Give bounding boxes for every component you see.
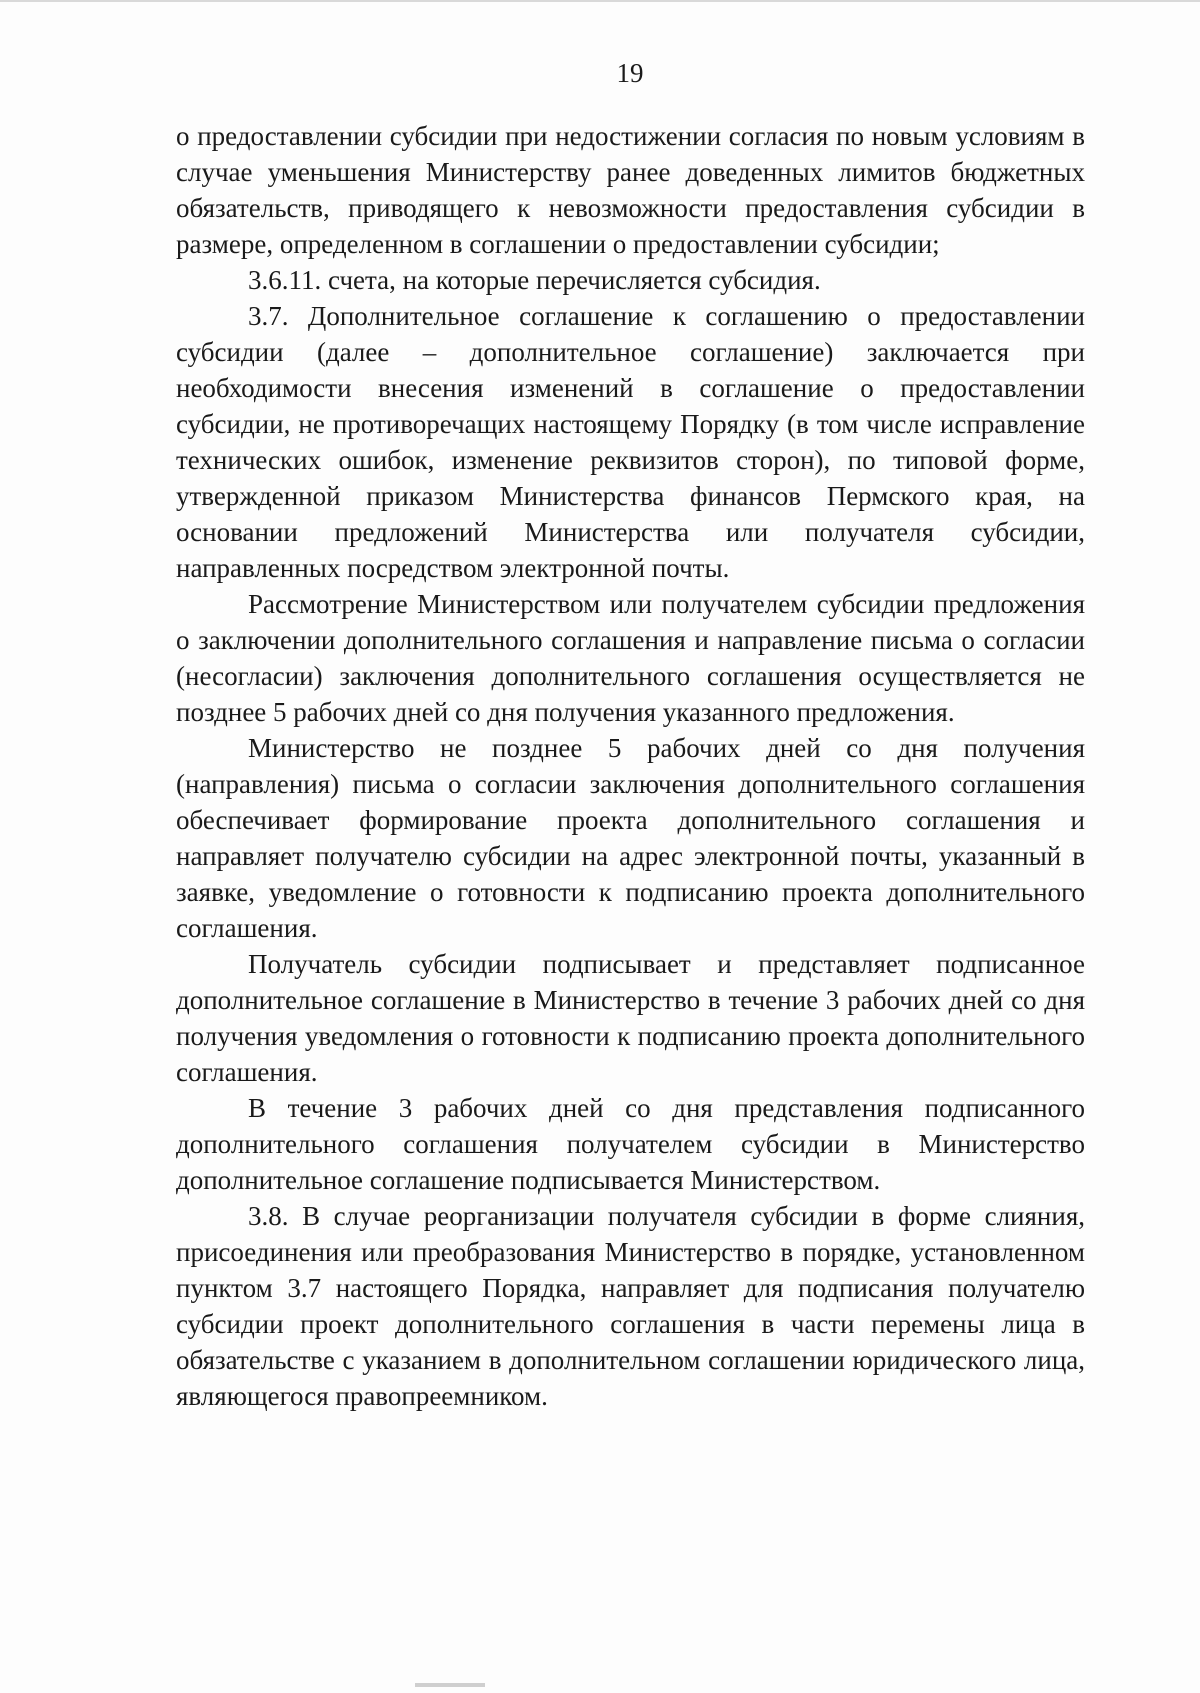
paragraph: Рассмотрение Министерством или получателем субсидии предложения о заключении дополнительного соглашения и направление письма о согласии (несогласии) заключения дополнительного соглашения осуществляется не позднее 5 рабочих дней со дня получения указанного предложения.	[176, 589, 1085, 727]
paragraph: В течение 3 рабочих дней со дня представления подписанного дополнительного соглашения получателем субсидии в Министерство дополнительное соглашение подписывается Министерством.	[176, 1093, 1085, 1195]
paragraph: о предоставлении субсидии при недостижении согласия по новым условиям в случае уменьшения Министерству ранее доведенных лимитов бюджетных обязательств, приводящего к невозможности предоставления субсидии в размере, определенном в соглашении о предоставлении субсидии;	[176, 121, 1085, 259]
paragraph: Получатель субсидии подписывает и представляет подписанное дополнительное соглашение в Министерство в течение 3 рабочих дней со дня получения уведомления о готовности к подписанию проекта дополнительного соглашения.	[176, 949, 1085, 1087]
scan-mark	[415, 1683, 485, 1687]
paragraph: Министерство не позднее 5 рабочих дней со дня получения (направления) письма о согласии заключения дополнительного соглашения обеспечивает формирование проекта дополнительного соглашения и направляет получателю субсидии на адрес электронной почты, указанный в заявке, уведомление о готовности к подписанию проекта дополнительного соглашения.	[176, 733, 1085, 943]
paragraph: 3.6.11. счета, на которые перечисляется субсидия.	[248, 265, 821, 295]
document-body	[176, 118, 1085, 1414]
paragraph: 3.8. В случае реорганизации получателя субсидии в форме слияния, присоединения или преобразования Министерство в порядке, установленном пунктом 3.7 настоящего Порядка, направляет для подписания получателю субсидии проект дополнительного соглашения в части перемены лица в обязательстве с указанием в дополнительном соглашении юридического лица, являющегося правопреемником.	[176, 1201, 1085, 1411]
page-number: 19	[616, 58, 644, 88]
paragraph: 3.7. Дополнительное соглашение к соглашению о предоставлении субсидии (далее – дополнительное соглашение) заключается при необходимости внесения изменений в соглашение о предоставлении субсидии, не противоречащих настоящему Порядку (в том числе исправление технических ошибок, изменение реквизитов сторон), по типовой форме, утвержденной приказом Министерства финансов Пермского края, на основании предложений Министерства или получателя субсидии, направленных посредством электронной почты.	[176, 301, 1085, 583]
